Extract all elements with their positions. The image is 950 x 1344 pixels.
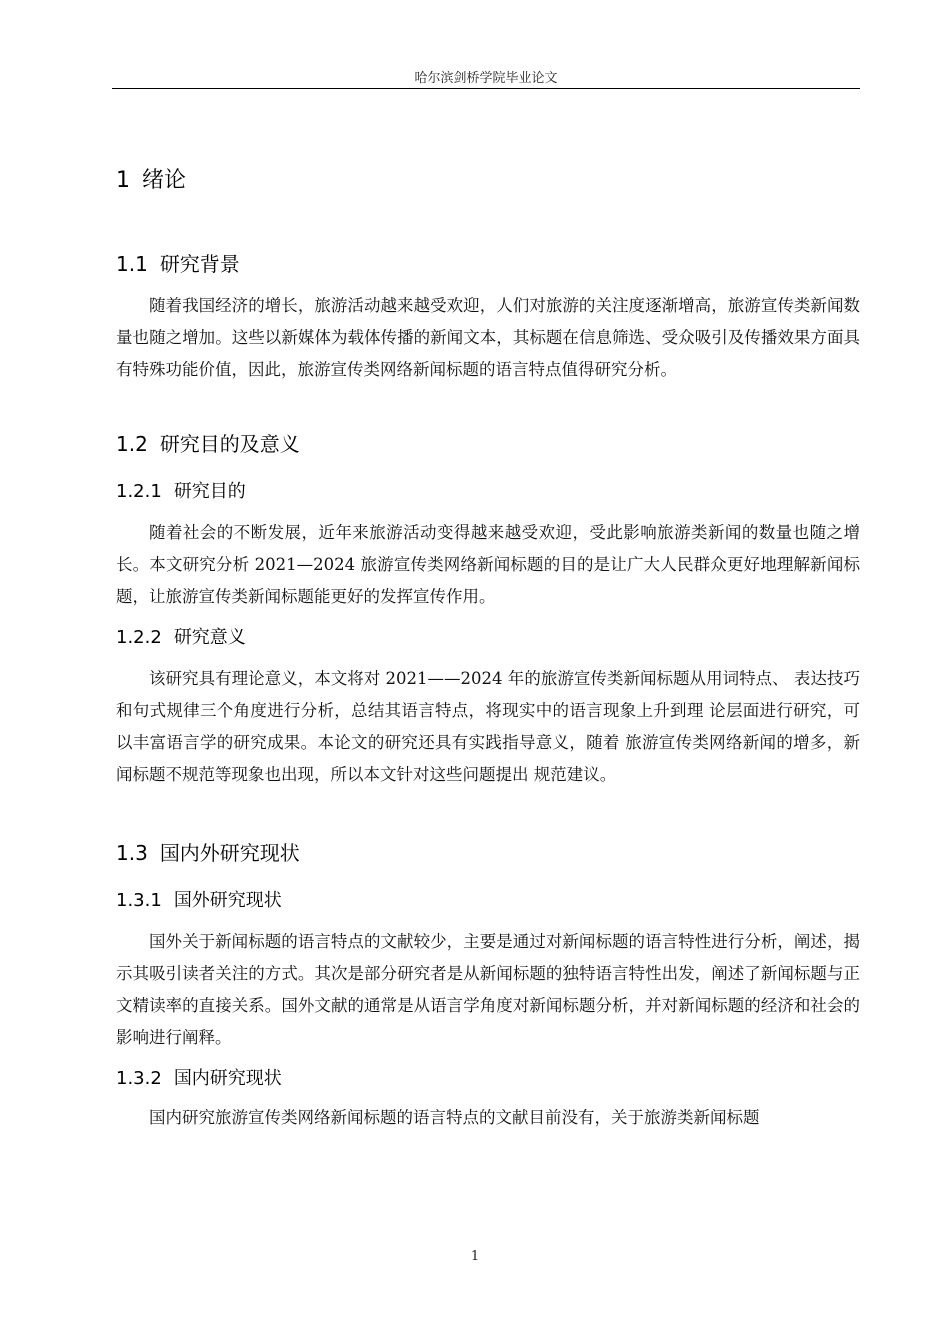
- paragraph-1-3-2: 国内研究旅游宣传类网络新闻标题的语言特点的文献目前没有，关于旅游类新闻标题: [149, 1108, 760, 1127]
- section-title: 国内外研究现状: [159, 841, 300, 865]
- section-heading-1-2: [116, 428, 300, 457]
- section-number: 1.1: [116, 252, 148, 276]
- section-title: 研究背景: [159, 252, 240, 276]
- paragraph-1-3-1: 国外关于新闻标题的语言特点的文献较少，主要是通过对新闻标题的语言特性进行分析，阐述，揭示其吸引读者关注的方式。其次是部分研究者是从新闻标题的独特语言特性出发，阐述了新闻标题与正文精读率的直接关系。国外文献的通常是从语言学角度对新闻标题分析，并对新闻标题的经济和社会的影响进行阐释。: [116, 932, 860, 1047]
- paragraph-1-2-1: 随着社会的不断发展，近年来旅游活动变得越来越受欢迎，受此影响旅游类新闻的数量也随之增长。本文研究分析 2021—2024 旅游宣传类网络新闻标题的目的是让广大人民群众更好地理解新闻标题，让旅游宣传类新闻标题能更好的发挥宣传作用。: [116, 523, 860, 606]
- subsection-number: 1.3.2: [116, 1068, 162, 1089]
- subsection-number: 1.3.1: [116, 890, 162, 911]
- paragraph-1-2-2: 该研究具有理论意义，本文将对 2021——2024 年的旅游宣传类新闻标题从用词特点、 表达技巧和句式规律三个角度进行分析，总结其语言特点，将现实中的语言现象上升到理 论层面进行研究，可以丰富语言学的研究成果。本论文的研究还具有实践指导意义，随着 旅游宣传类网络新闻的增多，新闻标题不规范等现象也出现，所以本文针对这些问题提出 规范建议。: [116, 669, 860, 784]
- subsection-title: 国外研究现状: [173, 890, 282, 911]
- running-header: 哈尔滨剑桥学院毕业论文: [414, 71, 558, 86]
- section-number: 1.2: [116, 432, 148, 456]
- subsection-title: 研究目的: [173, 481, 246, 502]
- subsection-heading-1-2-1: [116, 477, 246, 503]
- subsection-heading-1-3-2: [116, 1064, 282, 1090]
- subsection-title: 国内研究现状: [173, 1068, 282, 1089]
- subsection-heading-1-2-2: [116, 623, 246, 649]
- header-divider: [112, 88, 860, 89]
- subsection-number: 1.2.2: [116, 627, 162, 648]
- chapter-title: 绪论: [142, 168, 187, 193]
- section-number: 1.3: [116, 841, 148, 865]
- chapter-heading: [116, 163, 186, 194]
- subsection-heading-1-3-1: [116, 886, 282, 912]
- section-heading-1-1: [116, 248, 240, 277]
- section-title: 研究目的及意义: [159, 432, 300, 456]
- page-number: 1: [470, 1249, 480, 1264]
- section-heading-1-3: [116, 837, 300, 866]
- chapter-number: 1: [116, 168, 130, 193]
- paragraph-1-1: 随着我国经济的增长，旅游活动越来越受欢迎，人们对旅游的关注度逐渐增高，旅游宣传类新闻数量也随之增加。这些以新媒体为载体传播的新闻文本，其标题在信息筛选、受众吸引及传播效果方面具有特殊功能价值，因此，旅游宣传类网络新闻标题的语言特点值得研究分析。: [116, 296, 860, 379]
- subsection-number: 1.2.1: [116, 481, 162, 502]
- subsection-title: 研究意义: [173, 627, 246, 648]
